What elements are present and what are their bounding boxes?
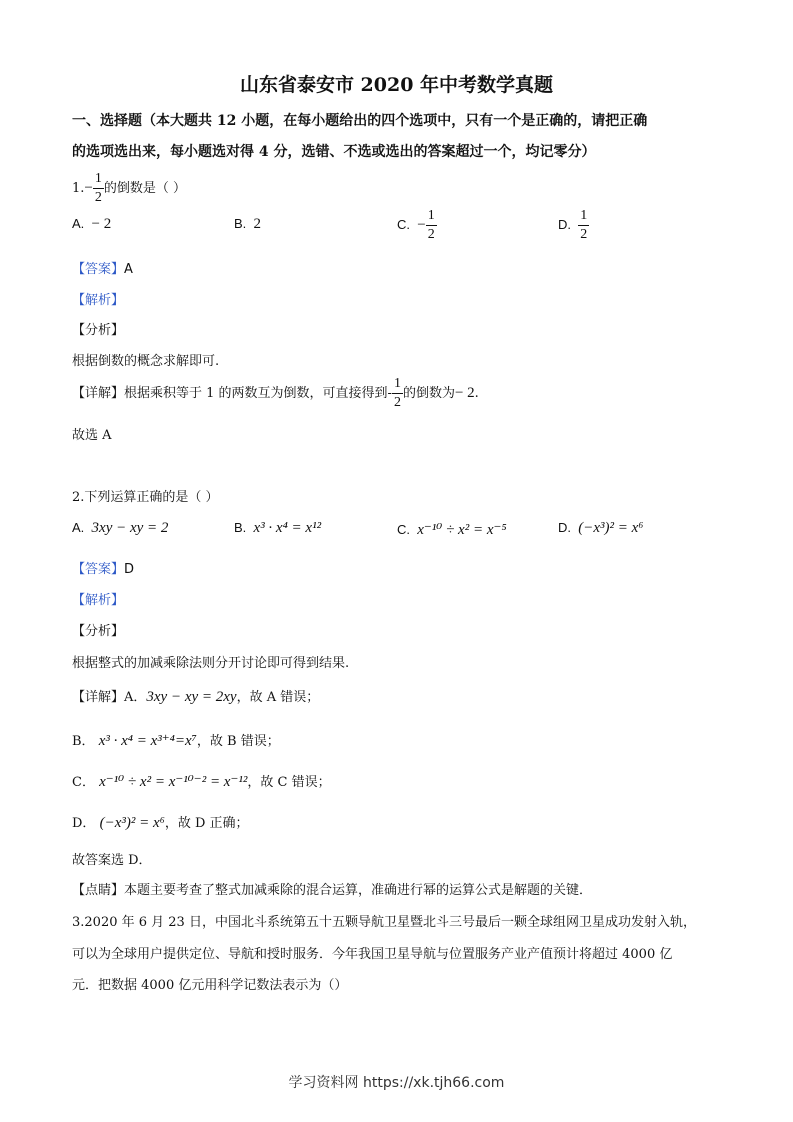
question-2-analysis-label: 【解析】: [72, 593, 125, 608]
question-1-analysis-label: 【解析】: [72, 293, 125, 308]
question-1-option-b: B. 2: [234, 216, 262, 232]
fraction: $\frac{1}{2}$: [427, 208, 435, 242]
question-2-option-d: D. (−x³)² = x⁶: [558, 520, 644, 536]
question-1-fenxi-label: 【分析】: [72, 323, 125, 338]
question-1-conclusion: 故选 A: [72, 428, 112, 443]
question-1-option-d: D. $\frac{1}{2}$: [558, 208, 588, 242]
question-2-option-c: C. x⁻¹⁰ ÷ x² = x⁻⁵: [397, 522, 507, 538]
fraction: $\frac{1}{2}$: [580, 208, 588, 242]
question-2-detail-a: 【详解】A．3xy − xy = 2xy，故 A 错误；: [72, 689, 320, 705]
question-2-option-a: A. 3xy − xy = 2: [72, 520, 169, 536]
question-3-line2: 可以为全球用户提供定位、导航和授时服务．今年我国卫星导航与位置服务产业产值预计将超过 4000 亿: [72, 947, 673, 962]
question-1-fenxi: 根据倒数的概念求解即可.: [72, 354, 220, 369]
question-2-conclusion: 故答案选 D．: [72, 853, 152, 868]
question-2-answer: 【答案】D: [72, 562, 135, 577]
question-1-option-a: A. − 2: [72, 216, 112, 232]
fraction: $\frac{1}{2}$: [94, 171, 102, 205]
question-2-stem: 2.下列运算正确的是（ ）: [72, 490, 219, 505]
question-2-option-b: B. x³ · x⁴ = x¹²: [234, 520, 322, 536]
question-2-detail-d: D． (−x³)² = x⁶，故 D 正确；: [72, 815, 249, 831]
page-footer: 学习资料网 https://xk.tjh66.com: [288, 1075, 505, 1091]
question-2-fenxi: 根据整式的加减乘除法则分开讨论即可得到结果.: [72, 656, 350, 671]
question-1-option-c: C. − $\frac{1}{2}$: [397, 208, 435, 242]
question-3-line3: 元．把数据 4000 亿元用科学记数法表示为（）: [72, 978, 348, 993]
section-heading-line1: 一、选择题（本大题共 12 小题，在每小题给出的四个选项中，只有一个是正确的，请把正确: [72, 113, 648, 129]
question-2-detail-c: C． x⁻¹⁰ ÷ x² = x⁻¹⁰⁻² = x⁻¹²，故 C 错误；: [72, 774, 331, 790]
page-title: 山东省泰安市 2020 年中考数学真题: [239, 74, 554, 96]
question-1-answer: 【答案】A: [72, 262, 133, 277]
question-2-detail-b: B． x³ · x⁴ = x³⁺⁴=x⁷，故 B 错误；: [72, 733, 280, 749]
question-3-line1: 3.2020 年 6 月 23 日，中国北斗系统第五十五颗导航卫星暨北斗三号最后一颗全球组网卫星成功发射入轨，: [72, 915, 696, 930]
question-1-stem: 1.− $\frac{1}{2}$ 的倒数是（ ）: [72, 171, 187, 205]
question-2-fenxi-label: 【分析】: [72, 624, 125, 639]
question-1-detail: 【详解】根据乘积等于 1 的两数互为倒数，可直接得到- $\frac{1}{2}$ 的倒数为− 2.: [72, 376, 479, 410]
fraction: $\frac{1}{2}$: [393, 376, 401, 410]
section-heading-line2: 的选项选出来，每小题选对得 4 分，选错、不选或选出的答案超过一个，均记零分）: [72, 144, 596, 160]
question-2-comment: 【点睛】本题主要考查了整式加减乘除的混合运算，准确进行幂的运算公式是解题的关键．: [72, 883, 593, 898]
